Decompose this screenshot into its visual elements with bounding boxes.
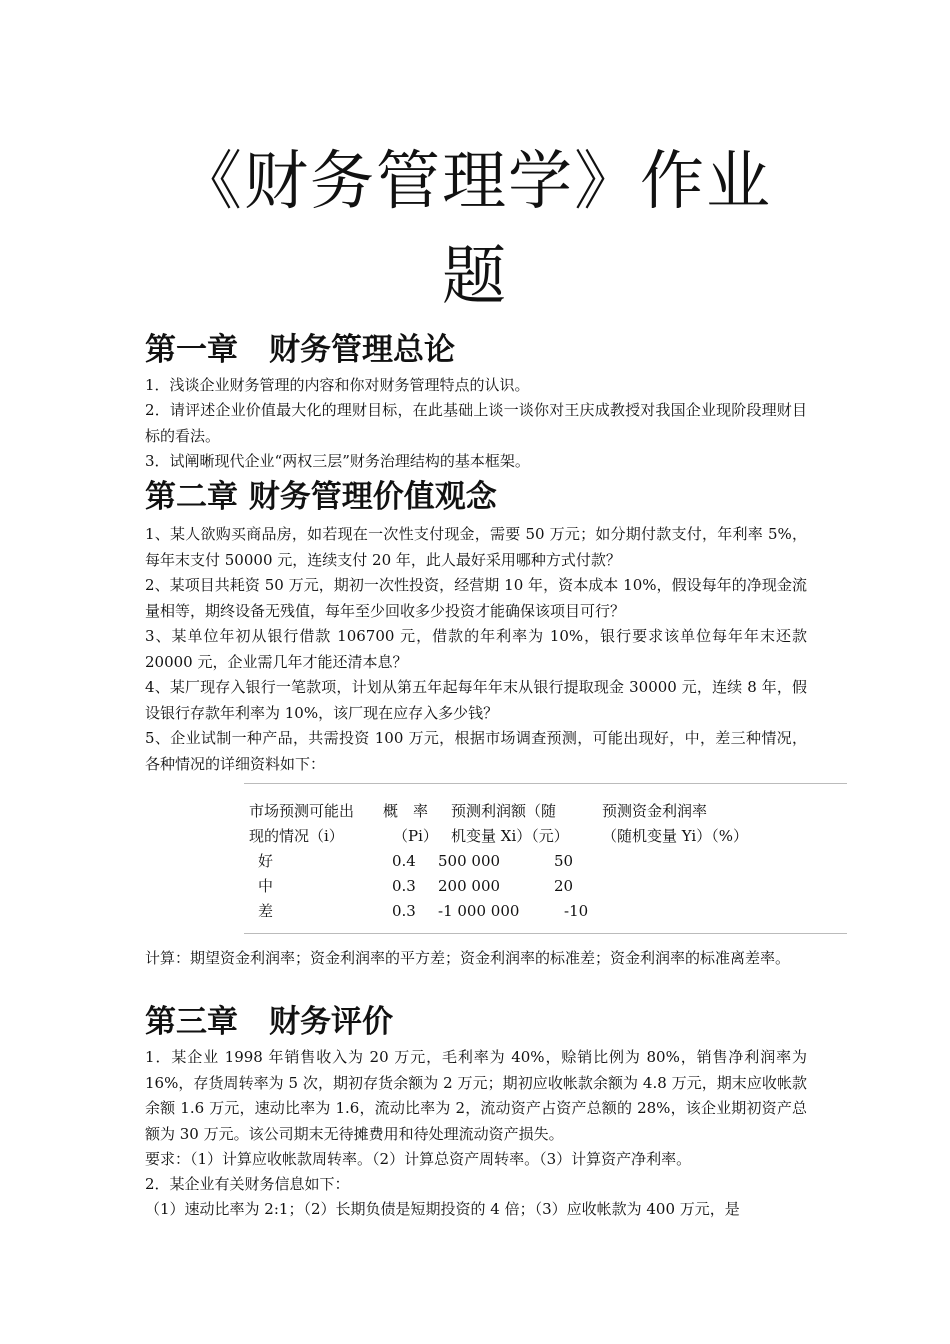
chapter1-item-2: 2．请评述企业价值最大化的理财目标，在此基础上谈一谈你对王庆成教授对我国企业现阶段理财目标的看法。 <box>145 401 807 445</box>
row3-case: 差 <box>258 902 274 920</box>
title-line-2: 题 <box>442 240 508 314</box>
chapter2-item-3: 3、某单位年初从银行借款 106700 元，借款的年利率为 10%，银行要求该单位每年年末还款 20000 元，企业需几年才能还清本息？ <box>145 627 807 671</box>
chapter2-item-1: 1、某人欲购买商品房，如若现在一次性支付现金，需要 50 万元；如分期付款支付，年利率 5%，每年末支付 50000 元，连续支付 20 年，此人最好采用哪种方式付款？ <box>145 525 807 569</box>
chapter3-item-2-detail: （1）速动比率为 2:1；（2）长期负债是短期投资的 4 倍；（3）应收帐款为 400 万元，是 <box>145 1200 740 1218</box>
chapter3-heading: 第三章 财务评价 <box>145 1004 393 1040</box>
chapter2-after-table: 计算：期望资金利润率；资金利润率的平方差；资金利润率的标准差；资金利润率的标准离差率。 <box>145 949 791 967</box>
chapter3-item-2: 2．某企业有关财务信息如下： <box>145 1175 350 1193</box>
chapter2-heading: 第二章 财务管理价值观念 <box>145 479 497 515</box>
chapter1-heading: 第一章 财务管理总论 <box>145 332 455 368</box>
header-col1-line1: 市场预测可能出 <box>249 802 355 820</box>
chapter3-item-1: 1．某企业 1998 年销售收入为 20 万元，毛利率为 40%，赊销比例为 80%，销售净利润率为 16%，存货周转率为 5 次，期初存货余额为 2 万元；期初应收帐款余额为 4.8 万元，期末应收帐款余额 1.6 万元，速动比率为 1.6，流动比率为 2，流动资产占资产总额的 28%，该企业期初资产总额为 30 万元。该公司期末无待摊费用和待处理流动资产损失。 <box>145 1048 807 1143</box>
header-col3-line1: 预测利润额（随 <box>451 802 557 820</box>
chapter3-requirement: 要求：（1）计算应收帐款周转率。（2）计算总资产周转率。（3）计算资产净利率。 <box>145 1150 692 1168</box>
header-col3-line2: 机变量 Xi）（元） <box>451 827 569 845</box>
row1-rate: 50 <box>554 852 574 870</box>
chapter1-item-1: 1．浅谈企业财务管理的内容和你对财务管理特点的认识。 <box>145 376 530 394</box>
row2-rate: 20 <box>554 877 574 895</box>
row3-rate: -10 <box>564 902 589 920</box>
title-line-1: 《财务管理学》作业 <box>178 145 772 219</box>
row2-case: 中 <box>258 877 274 895</box>
chapter2-item-4: 4、某厂现存入银行一笔款项，计划从第五年起每年年末从银行提取现金 30000 元，连续 8 年，假设银行存款年利率为 10%，该厂现在应存入多少钱？ <box>145 678 807 722</box>
row3-probability: 0.3 <box>392 902 416 920</box>
chapter2-item-2: 2、某项目共耗资 50 万元，期初一次性投资，经营期 10 年，资本成本 10%，假设每年的净现金流量相等，期终设备无残值，每年至少回收多少投资才能确保该项目可行？ <box>145 576 807 620</box>
chapter1-item-3: 3．试阐晰现代企业“两权三层”财务治理结构的基本框架。 <box>145 452 530 470</box>
row1-case: 好 <box>258 852 274 870</box>
table-top-rule <box>244 783 847 784</box>
row1-probability: 0.4 <box>392 852 416 870</box>
row3-profit: -1 000 000 <box>438 902 520 920</box>
header-col4-line2: （随机变量 Yi）（%） <box>602 827 748 845</box>
header-col4-line1: 预测资金利润率 <box>602 802 708 820</box>
header-col2-line2: （Pi） <box>393 827 438 845</box>
header-col2-line1: 概 率 <box>383 802 429 820</box>
row2-profit: 200 000 <box>438 877 501 895</box>
chapter2-item-5: 5、企业试制一种产品，共需投资 100 万元，根据市场调查预测，可能出现好，中，差三种情况，各种情况的详细资料如下： <box>145 729 807 773</box>
table-bottom-rule <box>244 933 847 934</box>
row2-probability: 0.3 <box>392 877 416 895</box>
row1-profit: 500 000 <box>438 852 501 870</box>
header-col1-line2: 现的情况（i） <box>249 827 344 845</box>
